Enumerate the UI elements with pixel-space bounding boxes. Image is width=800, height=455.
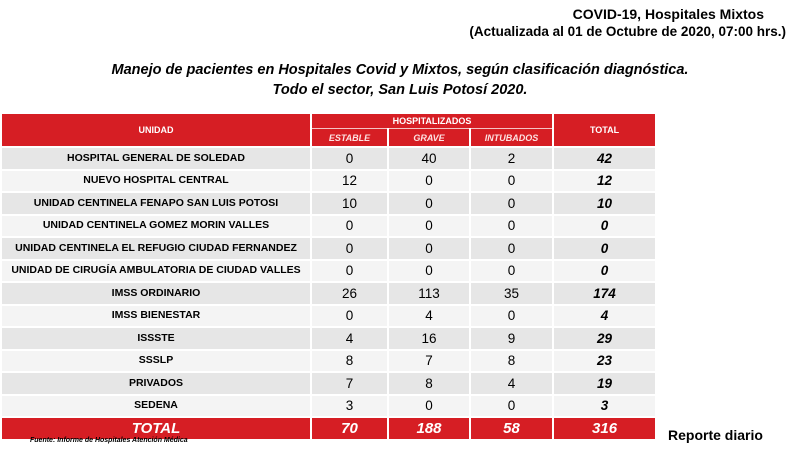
unit-cell: ISSSTE [2, 327, 311, 350]
table-row [2, 260, 655, 283]
intubados-cell: 4 [470, 372, 553, 395]
column-header-estable: ESTABLE [311, 129, 388, 148]
total-estable: 70 [311, 417, 388, 439]
estable-cell: 8 [311, 350, 388, 373]
intubados-cell: 2 [470, 147, 553, 170]
intubados-cell: 8 [470, 350, 553, 373]
unit-cell: NUEVO HOSPITAL CENTRAL [2, 170, 311, 193]
table-caption-line1: Manejo de pacientes en Hospitales Covid y Mixtos, según clasificación diagnóstica. [111, 62, 689, 78]
grave-cell: 7 [388, 350, 470, 373]
estable-cell: 7 [311, 372, 388, 395]
intubados-cell: 35 [470, 282, 553, 305]
intubados-cell: 0 [470, 215, 553, 238]
grave-cell: 4 [388, 305, 470, 328]
grave-cell: 0 [388, 237, 470, 260]
unit-cell: UNIDAD CENTINELA FENAPO SAN LUIS POTOSI [2, 192, 311, 215]
unit-cell: IMSS BIENESTAR [2, 305, 311, 328]
total-intubados: 58 [470, 417, 553, 439]
table-row [2, 170, 655, 193]
row-total-cell: 0 [553, 215, 655, 238]
table-caption-line2: Todo el sector, San Luis Potosí 2020. [272, 82, 528, 98]
report-label: Reporte diario [668, 427, 763, 443]
row-total-cell: 3 [553, 395, 655, 418]
table-row [2, 327, 655, 350]
grave-cell: 40 [388, 147, 470, 170]
table-row [2, 147, 655, 170]
row-total-cell: 4 [553, 305, 655, 328]
column-header-unit: UNIDAD [2, 114, 311, 147]
table-row [2, 237, 655, 260]
row-total-cell: 174 [553, 282, 655, 305]
intubados-cell: 0 [470, 237, 553, 260]
column-header-grave: GRAVE [388, 129, 470, 148]
grave-cell: 0 [388, 260, 470, 283]
hospital-table [2, 114, 655, 439]
table-row [2, 192, 655, 215]
unit-cell: SSSLP [2, 350, 311, 373]
row-total-cell: 29 [553, 327, 655, 350]
table-row [2, 282, 655, 305]
grave-cell: 0 [388, 192, 470, 215]
estable-cell: 0 [311, 147, 388, 170]
grave-cell: 0 [388, 170, 470, 193]
row-total-cell: 19 [553, 372, 655, 395]
estable-cell: 0 [311, 305, 388, 328]
update-timestamp: (Actualizada al 01 de Octubre de 2020, 07:00 hrs.) [469, 24, 786, 39]
row-total-cell: 42 [553, 147, 655, 170]
intubados-cell: 0 [470, 305, 553, 328]
unit-cell: IMSS ORDINARIO [2, 282, 311, 305]
grave-cell: 16 [388, 327, 470, 350]
row-total-cell: 10 [553, 192, 655, 215]
row-total-cell: 12 [553, 170, 655, 193]
table-row [2, 372, 655, 395]
total-row [2, 417, 655, 439]
unit-cell: UNIDAD DE CIRUGÍA AMBULATORIA DE CIUDAD VALLES [2, 260, 311, 283]
estable-cell: 12 [311, 170, 388, 193]
grave-cell: 0 [388, 395, 470, 418]
total-overall: 316 [553, 417, 655, 439]
row-total-cell: 23 [553, 350, 655, 373]
grave-cell: 0 [388, 215, 470, 238]
estable-cell: 0 [311, 260, 388, 283]
estable-cell: 4 [311, 327, 388, 350]
table-row [2, 305, 655, 328]
row-total-cell: 0 [553, 237, 655, 260]
column-header-total: TOTAL [553, 114, 655, 147]
estable-cell: 26 [311, 282, 388, 305]
table-row [2, 215, 655, 238]
table-row [2, 395, 655, 418]
intubados-cell: 0 [470, 170, 553, 193]
grave-cell: 113 [388, 282, 470, 305]
column-header-intubados: INTUBADOS [470, 129, 553, 148]
unit-cell: PRIVADOS [2, 372, 311, 395]
unit-cell: HOSPITAL GENERAL DE SOLEDAD [2, 147, 311, 170]
intubados-cell: 0 [470, 260, 553, 283]
total-label: TOTAL [2, 417, 311, 439]
unit-cell: UNIDAD CENTINELA EL REFUGIO CIUDAD FERNANDEZ [2, 237, 311, 260]
estable-cell: 3 [311, 395, 388, 418]
estable-cell: 0 [311, 237, 388, 260]
intubados-cell: 0 [470, 395, 553, 418]
total-grave: 188 [388, 417, 470, 439]
estable-cell: 0 [311, 215, 388, 238]
table-row [2, 350, 655, 373]
row-total-cell: 0 [553, 260, 655, 283]
report-title: COVID-19, Hospitales Mixtos [572, 6, 764, 22]
intubados-cell: 9 [470, 327, 553, 350]
source-note: Fuente: Informe de Hospitales Atención Médica [30, 437, 188, 444]
estable-cell: 10 [311, 192, 388, 215]
grave-cell: 8 [388, 372, 470, 395]
unit-cell: SEDENA [2, 395, 311, 418]
intubados-cell: 0 [470, 192, 553, 215]
column-group-hospitalizados: HOSPITALIZADOS [311, 114, 553, 129]
unit-cell: UNIDAD CENTINELA GOMEZ MORIN VALLES [2, 215, 311, 238]
